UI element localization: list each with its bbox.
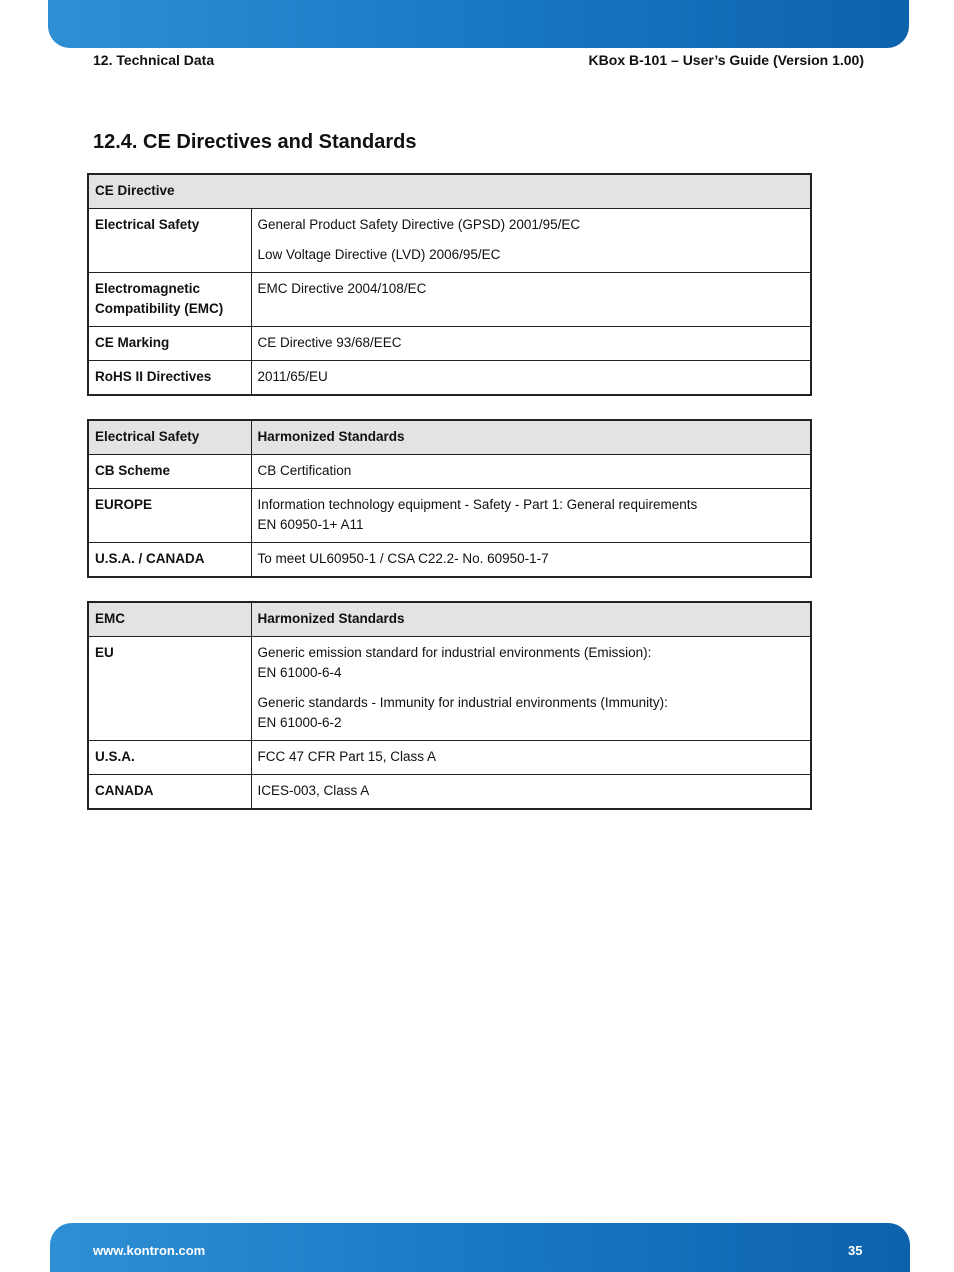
ce-directive-table bbox=[87, 173, 812, 396]
row-value: EMC Directive 2004/108/EC bbox=[251, 273, 811, 327]
table-header-row bbox=[88, 602, 811, 637]
row-value-line: EN 61000-6-4 bbox=[257, 665, 342, 680]
table-header-cell: Electrical Safety bbox=[88, 420, 251, 455]
row-label: EU bbox=[88, 637, 251, 741]
emc-table bbox=[87, 601, 812, 810]
row-label: CANADA bbox=[88, 775, 251, 810]
header-guide-title: KBox B-101 – User’s Guide (Version 1.00) bbox=[588, 52, 864, 68]
row-value bbox=[251, 209, 811, 273]
table-row bbox=[88, 327, 811, 361]
row-label: Electromagnetic Compatibility (EMC) bbox=[88, 273, 251, 327]
row-value-line: General Product Safety Directive (GPSD) 2001/95/EC bbox=[257, 217, 581, 232]
table-header-row bbox=[88, 420, 811, 455]
row-label: U.S.A. bbox=[88, 741, 251, 775]
row-value-line: Generic emission standard for industrial environments (Emission): bbox=[257, 645, 652, 660]
table-row bbox=[88, 489, 811, 543]
row-value: To meet UL60950-1 / CSA C22.2- No. 60950-1-7 bbox=[251, 543, 811, 578]
row-label: CE Marking bbox=[88, 327, 251, 361]
footer-url-link[interactable]: www.kontron.com bbox=[93, 1243, 206, 1258]
table-row bbox=[88, 361, 811, 396]
row-value: CB Certification bbox=[251, 455, 811, 489]
table-header-cell: Harmonized Standards bbox=[251, 602, 811, 637]
row-value-line: Information technology equipment - Safety - Part 1: General requirements bbox=[257, 497, 698, 512]
row-value: ICES-003, Class A bbox=[251, 775, 811, 810]
table-header-row bbox=[88, 174, 811, 209]
header-chapter: 12. Technical Data bbox=[93, 52, 215, 68]
row-value bbox=[251, 489, 811, 543]
row-label: U.S.A. / CANADA bbox=[88, 543, 251, 578]
table-row bbox=[88, 273, 811, 327]
row-value bbox=[251, 637, 811, 741]
table-header-cell: CE Directive bbox=[88, 174, 811, 209]
table-row bbox=[88, 741, 811, 775]
row-value-line: Generic standards - Immunity for industrial environments (Immunity): bbox=[257, 695, 668, 710]
table-row bbox=[88, 637, 811, 741]
table-header-cell: EMC bbox=[88, 602, 251, 637]
row-value-line: Low Voltage Directive (LVD) 2006/95/EC bbox=[257, 247, 501, 262]
row-value: CE Directive 93/68/EEC bbox=[251, 327, 811, 361]
row-value: 2011/65/EU bbox=[251, 361, 811, 396]
table-row bbox=[88, 775, 811, 810]
row-label: RoHS II Directives bbox=[88, 361, 251, 396]
top-banner bbox=[48, 0, 909, 48]
row-label: Electrical Safety bbox=[88, 209, 251, 273]
table-header-cell: Harmonized Standards bbox=[251, 420, 811, 455]
table-row bbox=[88, 455, 811, 489]
row-value-line: EN 60950-1+ A11 bbox=[257, 517, 364, 532]
row-label: EUROPE bbox=[88, 489, 251, 543]
row-value: FCC 47 CFR Part 15, Class A bbox=[251, 741, 811, 775]
row-label: CB Scheme bbox=[88, 455, 251, 489]
table-row bbox=[88, 543, 811, 578]
electrical-safety-table bbox=[87, 419, 812, 578]
table-row bbox=[88, 209, 811, 273]
row-value-line: EN 61000-6-2 bbox=[257, 715, 342, 730]
page-number: 35 bbox=[848, 1243, 863, 1258]
section-title: 12.4. CE Directives and Standards bbox=[93, 131, 417, 153]
